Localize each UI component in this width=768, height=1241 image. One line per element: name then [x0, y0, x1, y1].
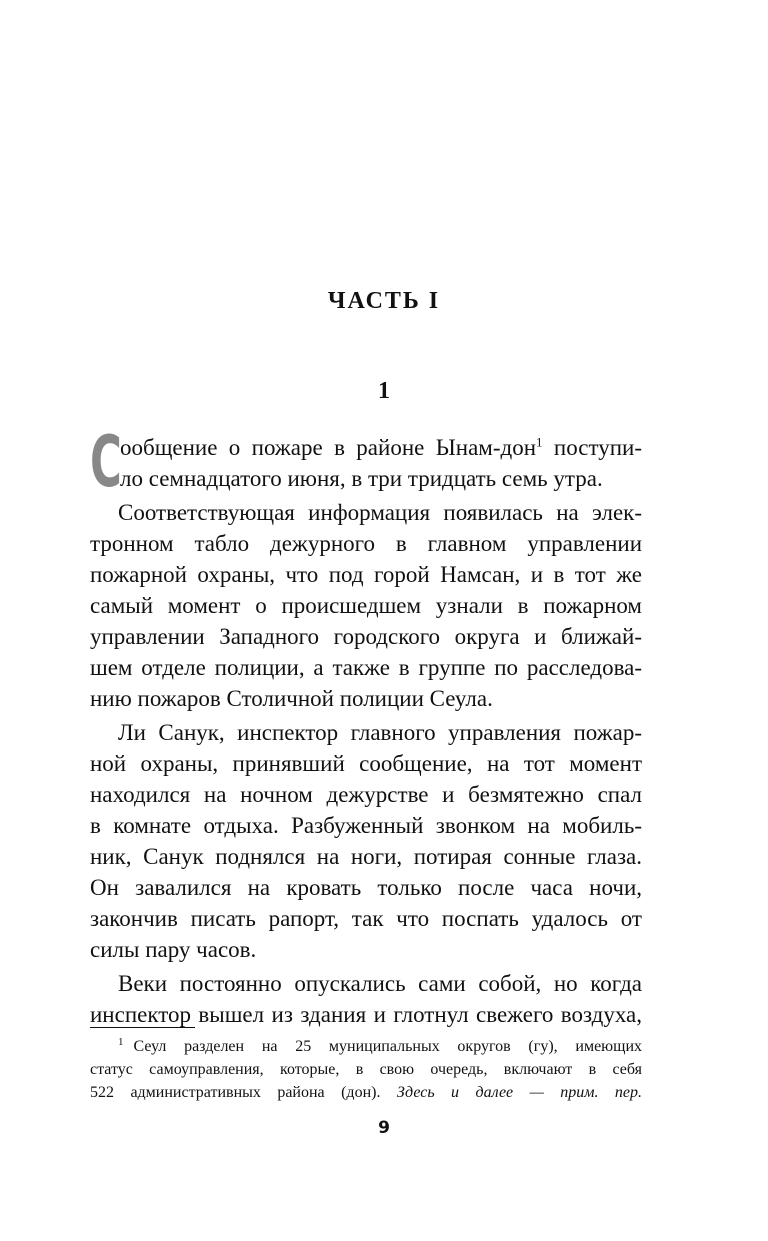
paragraph-3	[90, 717, 642, 965]
translator-note: Здесь и далее — прим. пер.	[396, 1084, 643, 1101]
text-line: закончив писать рапорт, так что поспать удалось от	[90, 906, 642, 931]
paragraph-1	[90, 421, 642, 503]
footnote-line: 522 административных района (дон). Здесь и далее — прим. пер.	[90, 1084, 643, 1101]
text-line: ообщение о пожаре в районе Ынам-дон$^1$ поступи-	[120, 434, 642, 460]
footnote-reference[interactable]: 1	[536, 434, 543, 450]
footnote-marker: 1	[118, 1035, 124, 1048]
chapter-number: 1	[378, 378, 390, 404]
footnote-line: статус самоуправления, которые, в свою очередь, включают в себя	[90, 1061, 642, 1078]
text-line: пожарной охраны, что под горой Намсан, и в тот же	[90, 562, 642, 587]
text-line: силы пару часов.	[90, 937, 257, 962]
text-line: управлении Западного городского округа и ближай-	[90, 624, 642, 649]
paragraph-2	[90, 497, 642, 714]
text-line: тронном табло дежурного в главном управлении	[90, 531, 642, 556]
footnote	[90, 1035, 642, 1104]
text-line: ной охраны, принявший сообщение, на тот момент	[90, 751, 642, 776]
text-line: в комнате отдыха. Разбуженный звонком на мобиль-	[90, 813, 642, 838]
body-text	[90, 421, 642, 1030]
text-line: Соответствующая информация появилась на элек-	[118, 500, 642, 525]
text-line: Веки постоянно опускались сами собой, но когда	[118, 971, 642, 996]
text-line: нию пожаров Столичной полиции Сеула.	[90, 686, 493, 711]
page-number: 9	[378, 1118, 390, 1138]
footnote-line: $^1$ Сеул разделен на 25 муниципальных округов (гу), имеющих	[118, 1035, 642, 1055]
text-line: шем отделе полиции, а также в группе по расследова-	[90, 655, 642, 680]
footnote-divider	[90, 1027, 195, 1028]
text-line: ло семнадцатого июня, в три тридцать семь утра.	[120, 466, 603, 491]
text-line: самый момент о происшедшем узнали в пожарном	[90, 593, 642, 618]
text-line: Ли Санук, инспектор главного управления пожар-	[118, 720, 642, 745]
text-line: инспектор вышел из здания и глотнул свежего воздуха,	[90, 1002, 642, 1027]
text-line: находился на ночном дежурстве и безмятежно спал	[90, 782, 642, 807]
drop-cap: С	[90, 421, 122, 503]
paragraph-4	[90, 968, 642, 1030]
part-title: ЧАСТЬ I	[327, 288, 441, 314]
text-line: Он завалился на кровать только после часа ночи,	[90, 875, 642, 900]
text-line: ник, Санук поднялся на ноги, потирая сонные глаза.	[90, 844, 642, 869]
